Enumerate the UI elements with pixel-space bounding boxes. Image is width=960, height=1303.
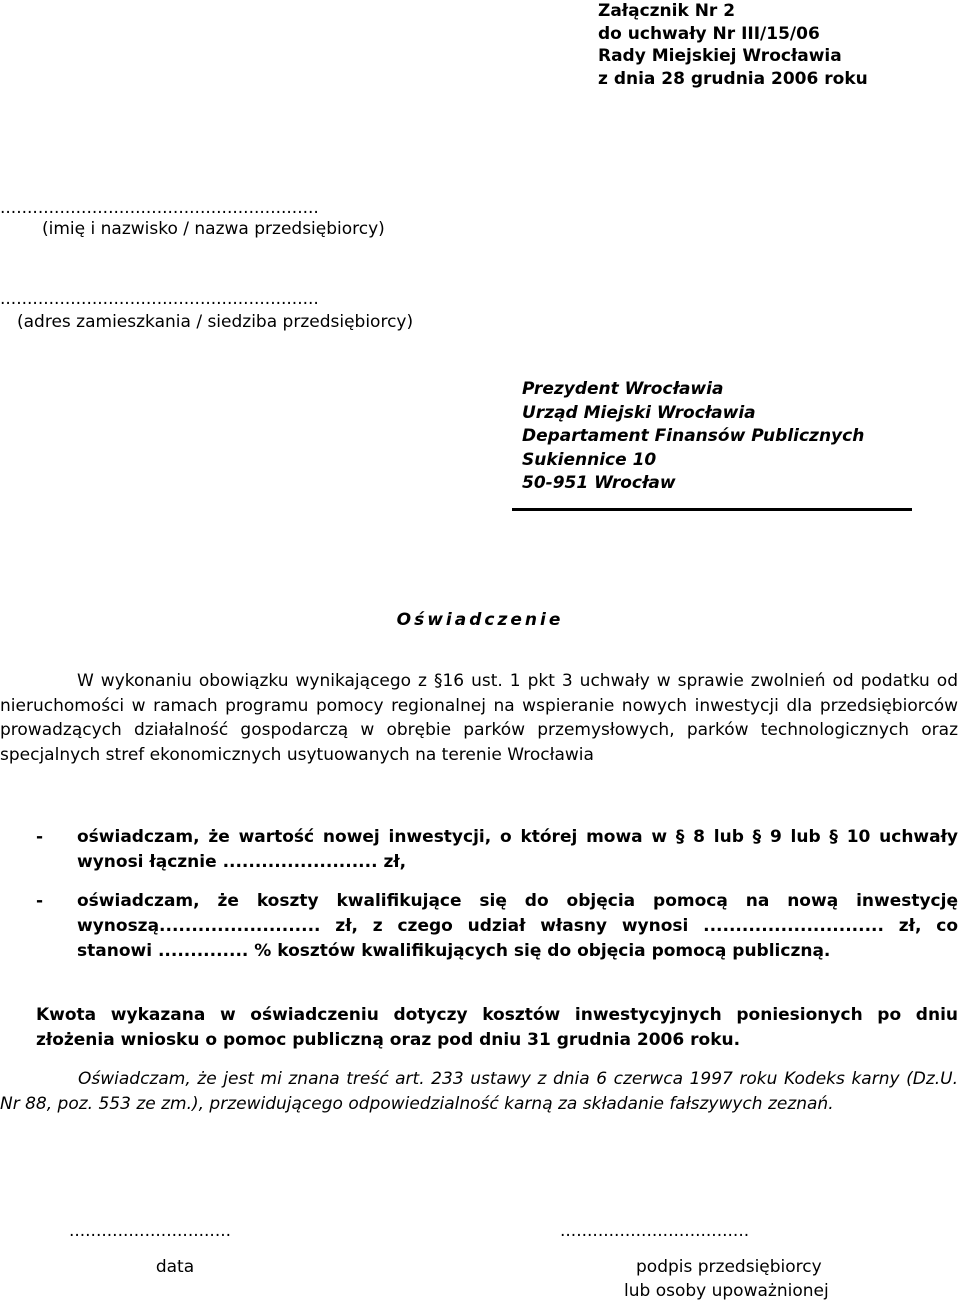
date-label: data bbox=[155, 1257, 195, 1277]
recipient-line-2: Urząd Miejski Wrocławia bbox=[522, 402, 756, 423]
recipient-line-5: 50-951 Wrocław bbox=[522, 473, 676, 493]
item-dash: - bbox=[36, 891, 44, 911]
signature-dots[interactable]: ................................... bbox=[560, 1221, 750, 1241]
recipient-line-3: Departament Finansów Publicznych bbox=[522, 426, 865, 446]
recipient-line-4: Sukiennice 10 bbox=[522, 449, 657, 470]
intro-text: W wykonaniu obowiązku wynikającego z §16 ust. 1 pkt 3 uchwały w sprawie zwolnień od podatku od nieruchomości w ramach programu pomocy regionalnej na wspieranie nowych inwestycji dla przedsiębiorców prowadzących działalność gospodarczą w obrębie parków przemysłowych, parków technologicznych oraz specjalnych stref ekonomicznych usytuowanych na terenie Wrocławia bbox=[0, 671, 958, 765]
item-text: oświadczam, że wartość nowej inwestycji, o której mowa w § 8 lub § 9 lub § 10 uchwały wynosi łącznie ........................ zł, bbox=[77, 827, 958, 872]
signature-label-2: lub osoby upoważnionej bbox=[624, 1281, 829, 1301]
recipient-block bbox=[522, 378, 864, 496]
declaration-item-1 bbox=[36, 825, 958, 875]
applicant-address-label: (adres zamieszkania / siedziba przedsiębiorcy) bbox=[17, 312, 414, 332]
date-signature bbox=[0, 1219, 300, 1279]
item-dash: - bbox=[36, 827, 44, 847]
applicant-name-label: (imię i nazwisko / nazwa przedsiębiorcy) bbox=[42, 219, 385, 239]
annex-line-3: Rady Miejskiej Wrocławia bbox=[598, 46, 842, 66]
date-dots[interactable]: .............................. bbox=[68, 1221, 232, 1241]
document-title: Oświadczenie bbox=[396, 610, 564, 630]
annex-line-2: do uchwały Nr III/15/06 bbox=[598, 23, 820, 44]
recipient-line-1: Prezydent Wrocławia bbox=[522, 379, 724, 399]
applicant-address-dots[interactable]: ........................................................... bbox=[0, 289, 319, 309]
awareness-text: Oświadczam, że jest mi znana treść art. 233 ustawy z dnia 6 czerwca 1997 roku Kodeks karny (Dz.U. Nr 88, poz. 553 ze zm.), przewidującego odpowiedzialność karną za składanie fałszywych zeznań. bbox=[0, 1069, 958, 1114]
annex-line-4: z dnia 28 grudnia 2006 roku bbox=[598, 68, 868, 89]
intro-paragraph bbox=[0, 669, 958, 767]
amount-note: Kwota wykazana w oświadczeniu dotyczy kosztów inwestycyjnych poniesionych po dniu złożenia wniosku o pomoc publiczną oraz pod dniu 31 grudnia 2006 roku. bbox=[36, 1005, 958, 1050]
applicant-name-dots[interactable]: ........................................................... bbox=[0, 198, 319, 218]
item-text: oświadczam, że koszty kwalifikujące się do objęcia pomocą na nową inwestycję wynoszą......................... zł, z czego udział własny wynosi ............................ zł, co stanowi .............. % kosztów kwalifikujących się do objęcia pomocą publiczną. bbox=[77, 891, 958, 961]
annex-header bbox=[598, 0, 868, 90]
signature-label-1: podpis przedsiębiorcy bbox=[636, 1257, 822, 1277]
declaration-item-2 bbox=[36, 889, 958, 964]
applicant-signature bbox=[560, 1219, 940, 1303]
awareness-statement bbox=[0, 1067, 958, 1117]
annex-line-1: Załącznik Nr 2 bbox=[598, 1, 736, 21]
recipient-underline bbox=[512, 508, 912, 511]
